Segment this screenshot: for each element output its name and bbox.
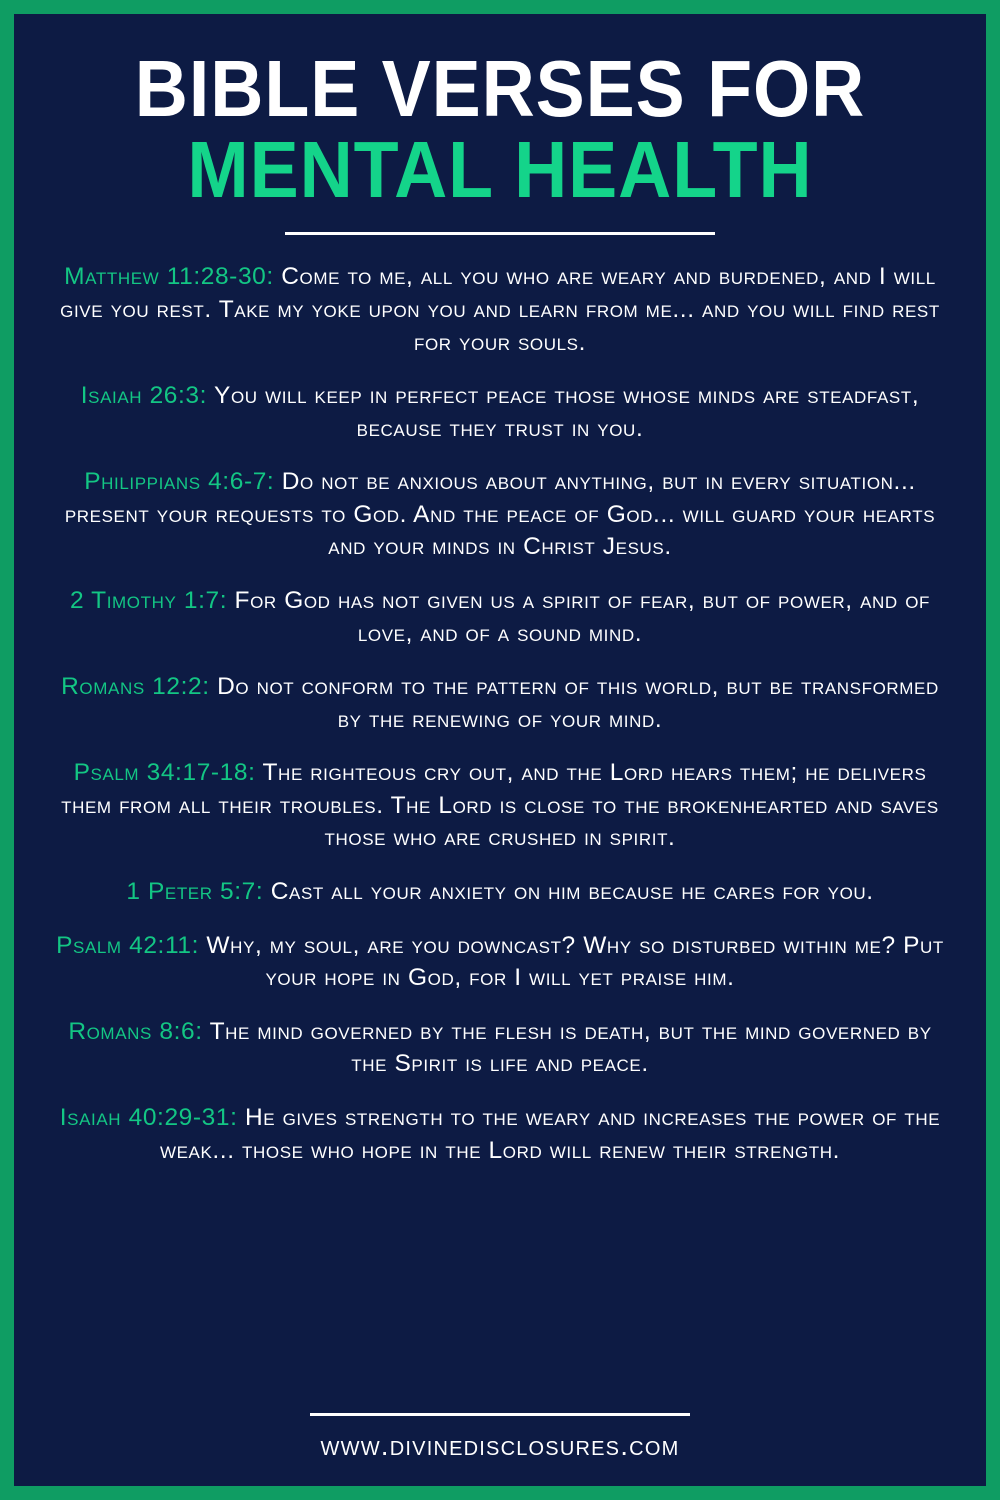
verse-text: The mind governed by the flesh is death, but the mind governed by the Spirit is life and peace. xyxy=(202,1017,932,1078)
verse-reference: Psalm 34:17-18: xyxy=(73,759,256,787)
verse-reference: 1 Peter 5:7: xyxy=(126,878,264,906)
list-item xyxy=(42,585,958,650)
verse-text: You will keep in perfect peace those whose minds are steadfast, because they trust in you. xyxy=(207,382,920,442)
list-item xyxy=(42,1102,958,1167)
verse-text: He gives strength to the weary and increases the power of the weak... those who hope in the Lord will renew their strength. xyxy=(159,1103,941,1164)
list-item xyxy=(42,930,958,995)
list-item xyxy=(42,757,958,855)
title-line-2: MENTAL HEALTH xyxy=(187,125,813,215)
list-item xyxy=(42,380,958,445)
list-item xyxy=(42,671,958,736)
verse-reference: Philippians 4:6-7: xyxy=(84,468,275,496)
verse-text: The righteous cry out, and the Lord hears them; he delivers them from all their troubles. The Lord is close to the brokenhearted and saves those who are crushed in spirit. xyxy=(61,759,939,852)
verse-reference: 2 Timothy 1:7: xyxy=(69,587,228,615)
footer-divider xyxy=(310,1413,690,1416)
verse-text: Cast all your anxiety on him because he cares for you. xyxy=(263,878,874,906)
list-item xyxy=(42,1016,958,1081)
title-divider xyxy=(285,232,715,235)
list-item xyxy=(42,466,958,564)
verse-reference: Matthew 11:28-30: xyxy=(64,263,274,291)
verse-text: Why, my soul, are you downcast? Why so disturbed within me? Put your hope in God, for I will yet praise him. xyxy=(199,931,944,992)
verse-text: Do not conform to the pattern of this world, but be transformed by the renewing of your mind. xyxy=(209,673,939,733)
verse-reference: Romans 12:2: xyxy=(61,673,210,701)
title-line-1: BIBLE VERSES FOR xyxy=(134,44,866,133)
verse-text: Come to me, all you who are weary and burdened, and I will give you rest. Take my yoke upon you and learn from me... and you will find rest for your souls. xyxy=(60,263,940,356)
website-link[interactable]: www.divinedisclosures.com xyxy=(320,1430,680,1461)
poster-inner xyxy=(14,14,986,1486)
verse-text: Do not be anxious about anything, but in every situation... present your requests to God. And the peace of God... will guard your hearts and your minds in Christ Jesus. xyxy=(64,468,936,561)
list-item xyxy=(42,876,958,909)
page-title xyxy=(42,44,958,235)
verse-reference: Romans 8:6: xyxy=(68,1017,203,1045)
footer xyxy=(42,1403,958,1470)
list-item xyxy=(42,261,958,359)
verse-text: For God has not given us a spirit of fear, but of power, and of love, and of a sound mind. xyxy=(227,587,931,647)
verse-reference: Isaiah 26:3: xyxy=(80,382,208,410)
verse-list xyxy=(42,261,958,1403)
verse-reference: Isaiah 40:29-31: xyxy=(59,1103,238,1131)
verse-reference: Psalm 42:11: xyxy=(56,931,200,959)
